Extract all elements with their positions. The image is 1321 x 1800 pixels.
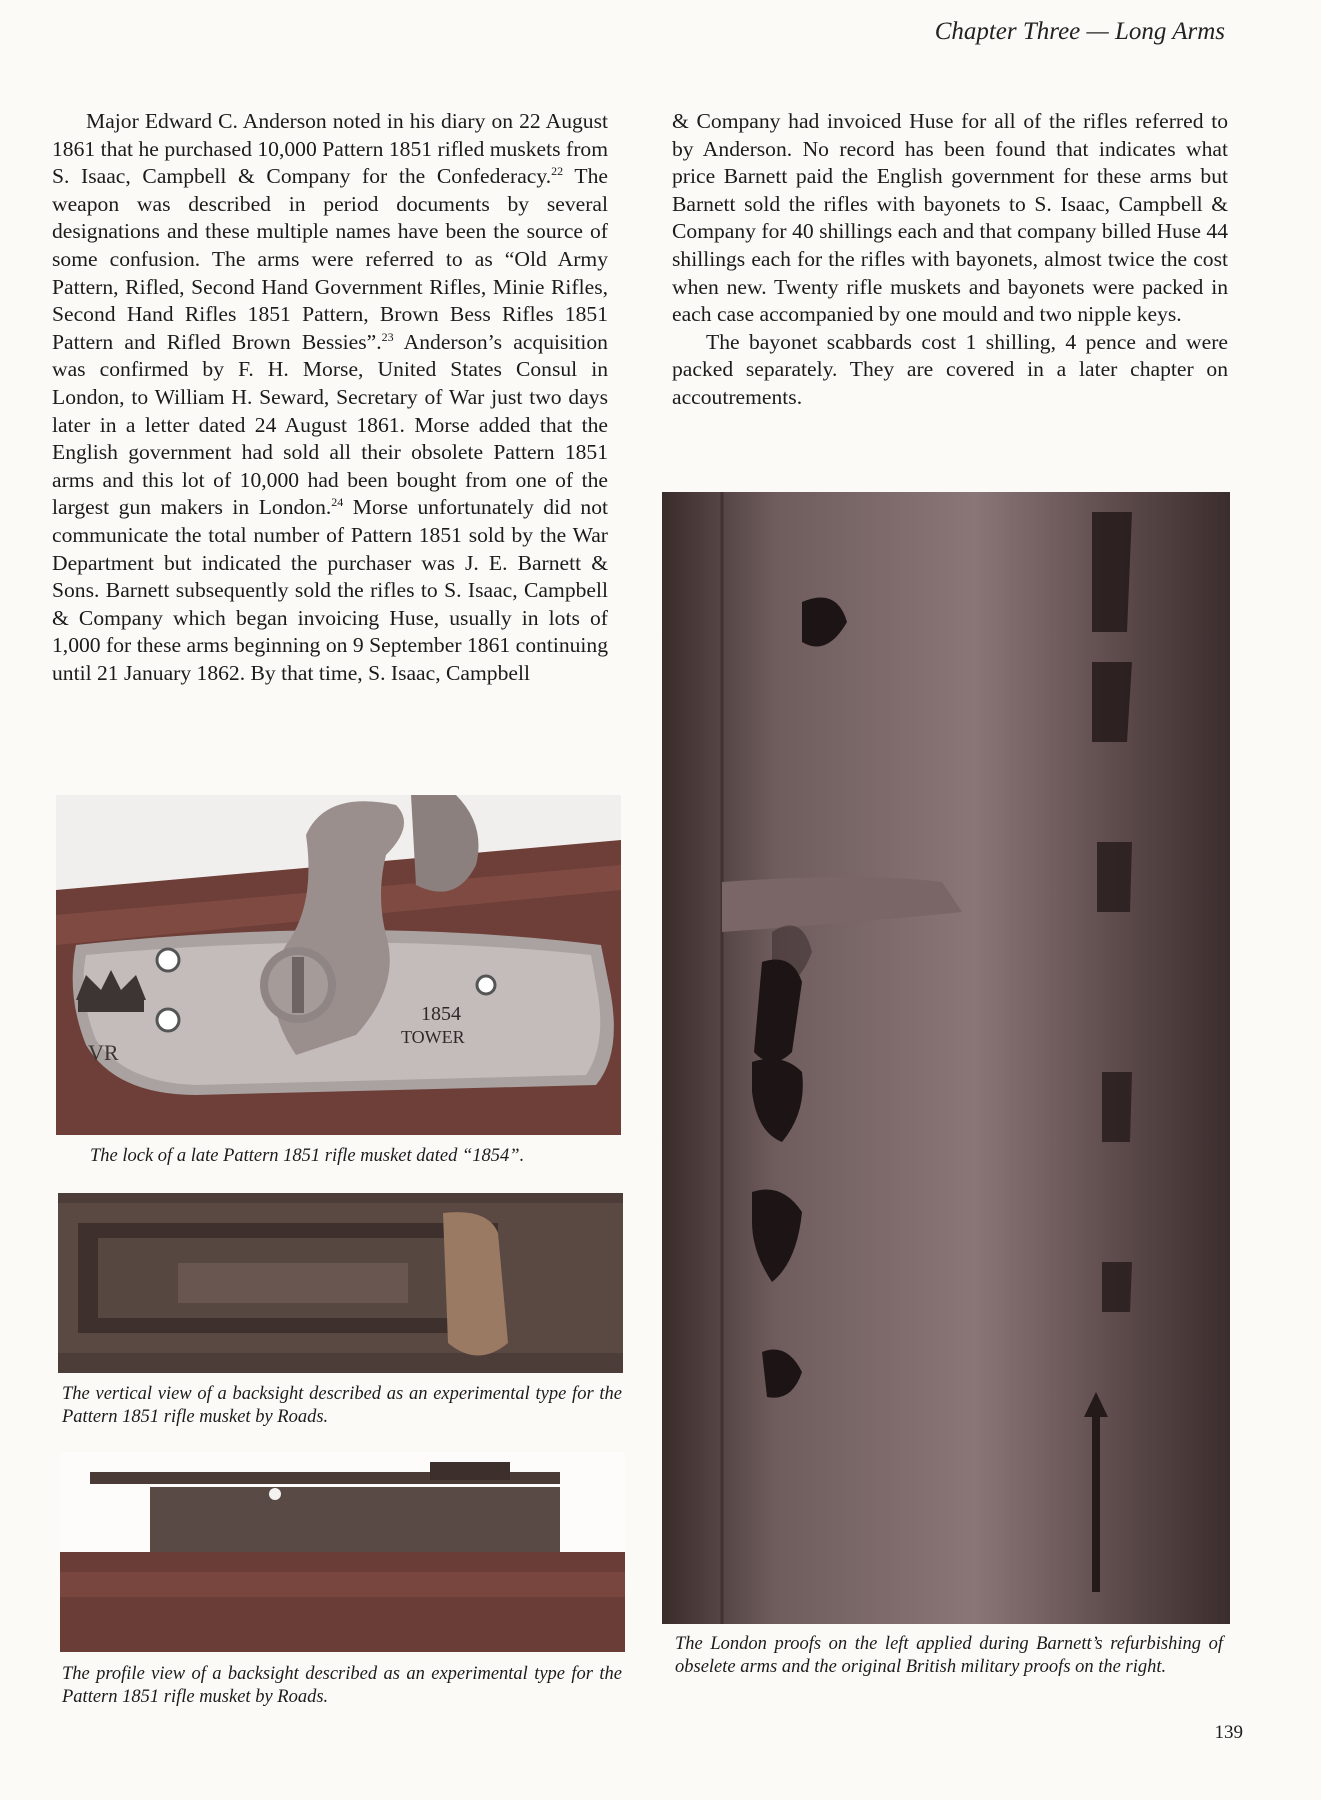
backsight-profile-illustration xyxy=(60,1452,625,1652)
lock-cipher: VR xyxy=(88,1040,119,1065)
running-head: Chapter Three — Long Arms xyxy=(934,18,1225,45)
lock-stamp-word: TOWER xyxy=(401,1027,465,1047)
proofs-caption: The London proofs on the left applied during Barnett’s refurbishing of obselete arms and the original British military proofs on the right. xyxy=(675,1634,1223,1677)
text-run: Morse unfortunately did not communicate the total number of Pattern 1851 sold by the War Department but indicated the purchaser was J. E. Barnett & Sons. Barnett subsequently sold the rifles to S. Isaac, Campbell & Company which began invoicing Huse, usually in lots of 1,000 for these arms beginning on 9 September 1861 continuing until 21 January 1862. By that time, S. Isaac, Campbell xyxy=(52,495,608,685)
lock-illustration xyxy=(56,795,621,1135)
lock-caption: The lock of a late Pattern 1851 rifle musket dated “1854”. xyxy=(90,1146,525,1166)
footnote-ref: 22 xyxy=(551,164,564,178)
lock-stamp-year: 1854 xyxy=(421,1003,461,1025)
body-column-left xyxy=(52,108,608,687)
backsight-profile-caption: The profile view of a backsight described as an experimental type for the Pattern 1851 rifle musket by Roads. xyxy=(62,1664,622,1707)
backsight-profile-photo xyxy=(60,1452,625,1652)
proofs-illustration xyxy=(662,492,1230,1624)
proofs-photo xyxy=(662,492,1230,1624)
body-column-right xyxy=(672,108,1228,412)
backsight-vertical-caption: The vertical view of a backsight described as an experimental type for the Pattern 1851 rifle musket by Roads. xyxy=(62,1384,622,1427)
body-paragraph xyxy=(52,108,608,687)
body-paragraph: & Company had invoiced Huse for all of the rifles referred to by Anderson. No record has been found that indicates what price Barnett paid the English government for these arms but Barnett sold the rifles with bayonets to S. Isaac, Campbell & Company for 40 shillings each and that company billed Huse 44 shillings each for the rifles with bayonets, almost twice the cost when new. Twenty rifle muskets and bayonets were packed in each case accompanied by one mould and two nipple keys. xyxy=(672,109,1228,327)
text-run: Anderson’s acquisition was confirmed by F. H. Morse, United States Consul in London, to William H. Seward, Secretary of War just two days later in a letter dated 24 August 1861. Morse added that the English government had sold all their obsolete Pattern 1851 arms and this lot of 10,000 had been bought from one of the largest gun makers in London. xyxy=(52,329,608,520)
lock-photo xyxy=(56,795,621,1135)
body-paragraph: The bayonet scabbards cost 1 shilling, 4 pence and were packed separately. They are covered in a later chapter on accoutrements. xyxy=(672,329,1228,409)
text-run: The weapon was described in period documents by several designations and these multiple names have been the source of some confusion. The arms were referred to as “Old Army Pattern, Rifled, Second Hand Government Rifles, Minie Rifles, Second Hand Rifles 1851 Pattern, Brown Bess Rifles 1851 Pattern and Rifled Brown Bessies”. xyxy=(52,164,608,354)
text-run: Major Edward C. Anderson noted in his diary on 22 August 1861 that he purchased 10,000 Pattern 1851 rifled muskets from S. Isaac, Campbell & Company for the Confederacy. xyxy=(52,109,608,189)
page-number: 139 xyxy=(1214,1722,1243,1743)
footnote-ref: 23 xyxy=(381,329,394,344)
backsight-vertical-illustration xyxy=(58,1193,623,1373)
footnote-ref: 24 xyxy=(331,495,344,510)
backsight-vertical-photo xyxy=(58,1193,623,1373)
